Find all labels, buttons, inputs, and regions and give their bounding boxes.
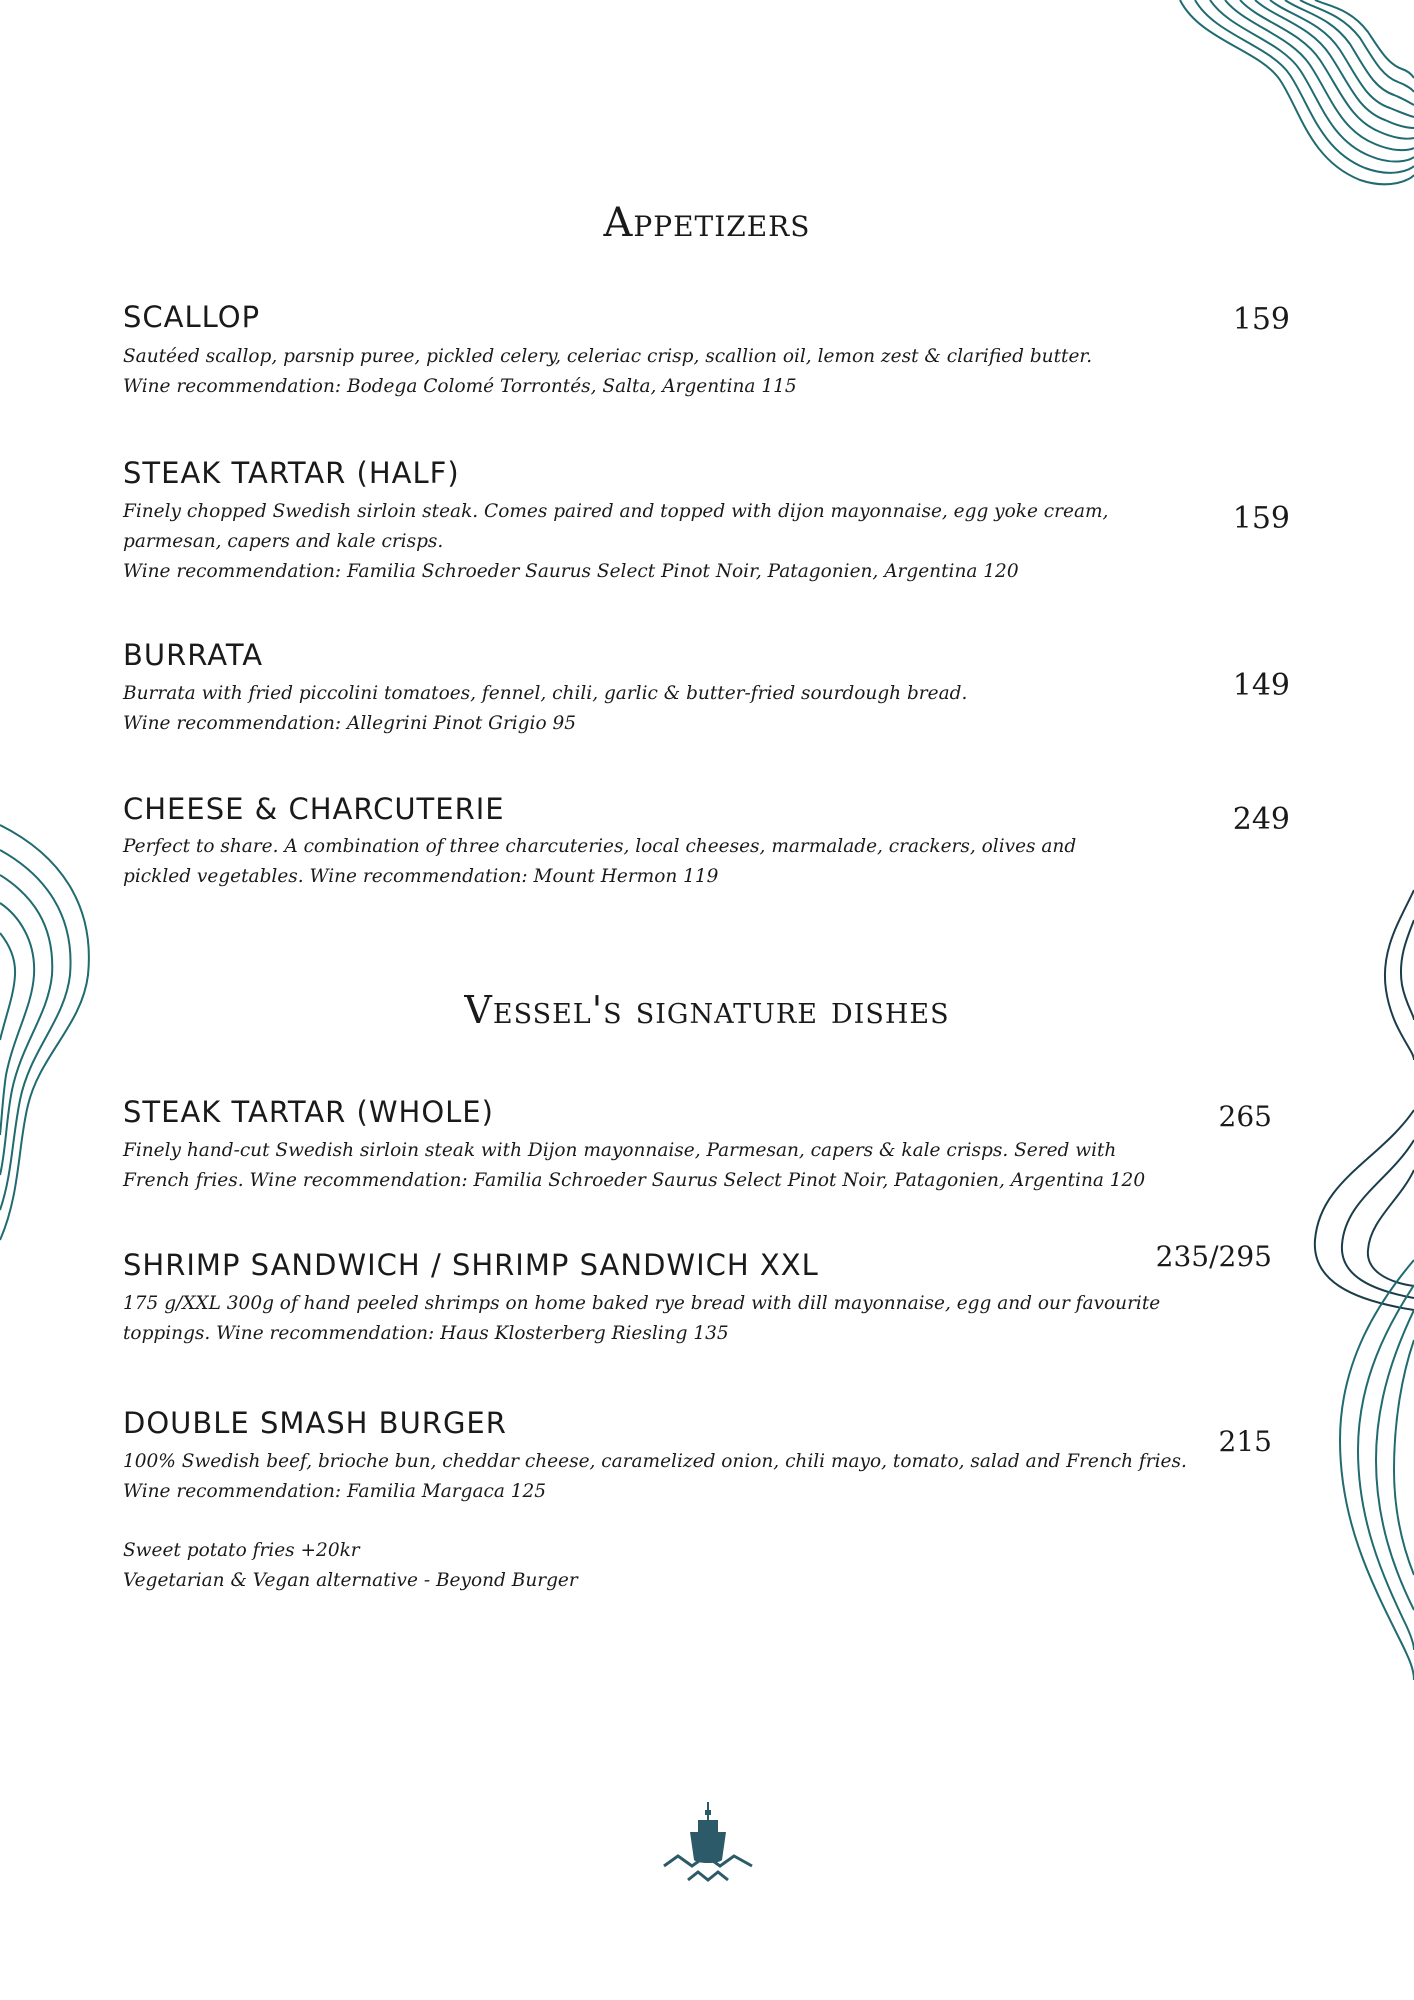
note-sweet-potato: Sweet potato fries +20kr: [123, 1540, 360, 1561]
menu-item-price: 249: [1232, 802, 1290, 837]
menu-item-price: 215: [1218, 1425, 1272, 1458]
menu-item-name: CHEESE & CHARCUTERIE: [123, 792, 505, 826]
menu-item-name: STEAK TARTAR (WHOLE): [123, 1095, 494, 1129]
menu-item-description: 175 g/XXL 300g of hand peeled shrimps on home baked rye bread with dill mayonnaise, egg and our favourite toppings. Wine recommendation: Haus Klosterberg Riesling 135: [123, 1293, 1161, 1344]
menu-item-price: 149: [1232, 668, 1290, 703]
ship-over-waves-icon: [660, 1800, 756, 1900]
section-title-signature-dishes: Vessel's signature dishes: [464, 988, 950, 1032]
menu-item-description: Finely hand-cut Swedish sirloin steak with Dijon mayonnaise, Parmesan, capers & kale crisps. Sered with French fries. Wine recommendation: Familia Schroeder Saurus Select Pinot Noir, Patagonien, Argentina 120: [123, 1140, 1146, 1191]
menu-notes: [123, 1536, 578, 1596]
menu-item-name: STEAK TARTAR (HALF): [123, 456, 460, 490]
menu-item-price: 159: [1232, 302, 1290, 337]
menu-item-description: Finely chopped Swedish sirloin steak. Comes paired and topped with dijon mayonnaise, egg yoke cream, parmesan, capers and kale crisps. Wine recommendation: Familia Schroeder Saurus Select Pinot Noir, Patagonien, Argentina 120: [123, 501, 1109, 582]
section-title-appetizers: Appetizers: [603, 200, 811, 246]
wave-decoration-top-right: [1160, 0, 1414, 190]
menu-item-name: BURRATA: [123, 638, 264, 672]
menu-item-description: Perfect to share. A combination of three charcuteries, local cheeses, marmalade, crackers, olives and pickled vegetables. Wine recommendation: Mount Hermon 119: [123, 836, 1077, 887]
menu-item-description: Burrata with fried piccolini tomatoes, fennel, chili, garlic & butter-fried sourdough bread. Wine recommendation: Allegrini Pinot Grigio 95: [123, 683, 968, 734]
menu-item-price: 265: [1218, 1100, 1272, 1133]
menu-item-name: SCALLOP: [123, 300, 261, 334]
note-vegetarian: Vegetarian & Vegan alternative - Beyond Burger: [123, 1570, 578, 1591]
menu-item-price: 235/295: [1155, 1240, 1272, 1273]
menu-item-price: 159: [1232, 501, 1290, 536]
menu-item-description: 100% Swedish beef, brioche bun, cheddar cheese, caramelized onion, chili mayo, tomato, salad and French fries. Wine recommendation: Familia Margaca 125: [123, 1451, 1187, 1502]
menu-item-name: DOUBLE SMASH BURGER: [123, 1406, 507, 1440]
menu-item-name: SHRIMP SANDWICH / SHRIMP SANDWICH XXL: [123, 1248, 819, 1282]
menu-item-description: Sautéed scallop, parsnip puree, pickled celery, celeriac crisp, scallion oil, lemon zest & clarified butter. Wine recommendation: Bodega Colomé Torrontés, Salta, Argentina 115: [123, 346, 1093, 397]
